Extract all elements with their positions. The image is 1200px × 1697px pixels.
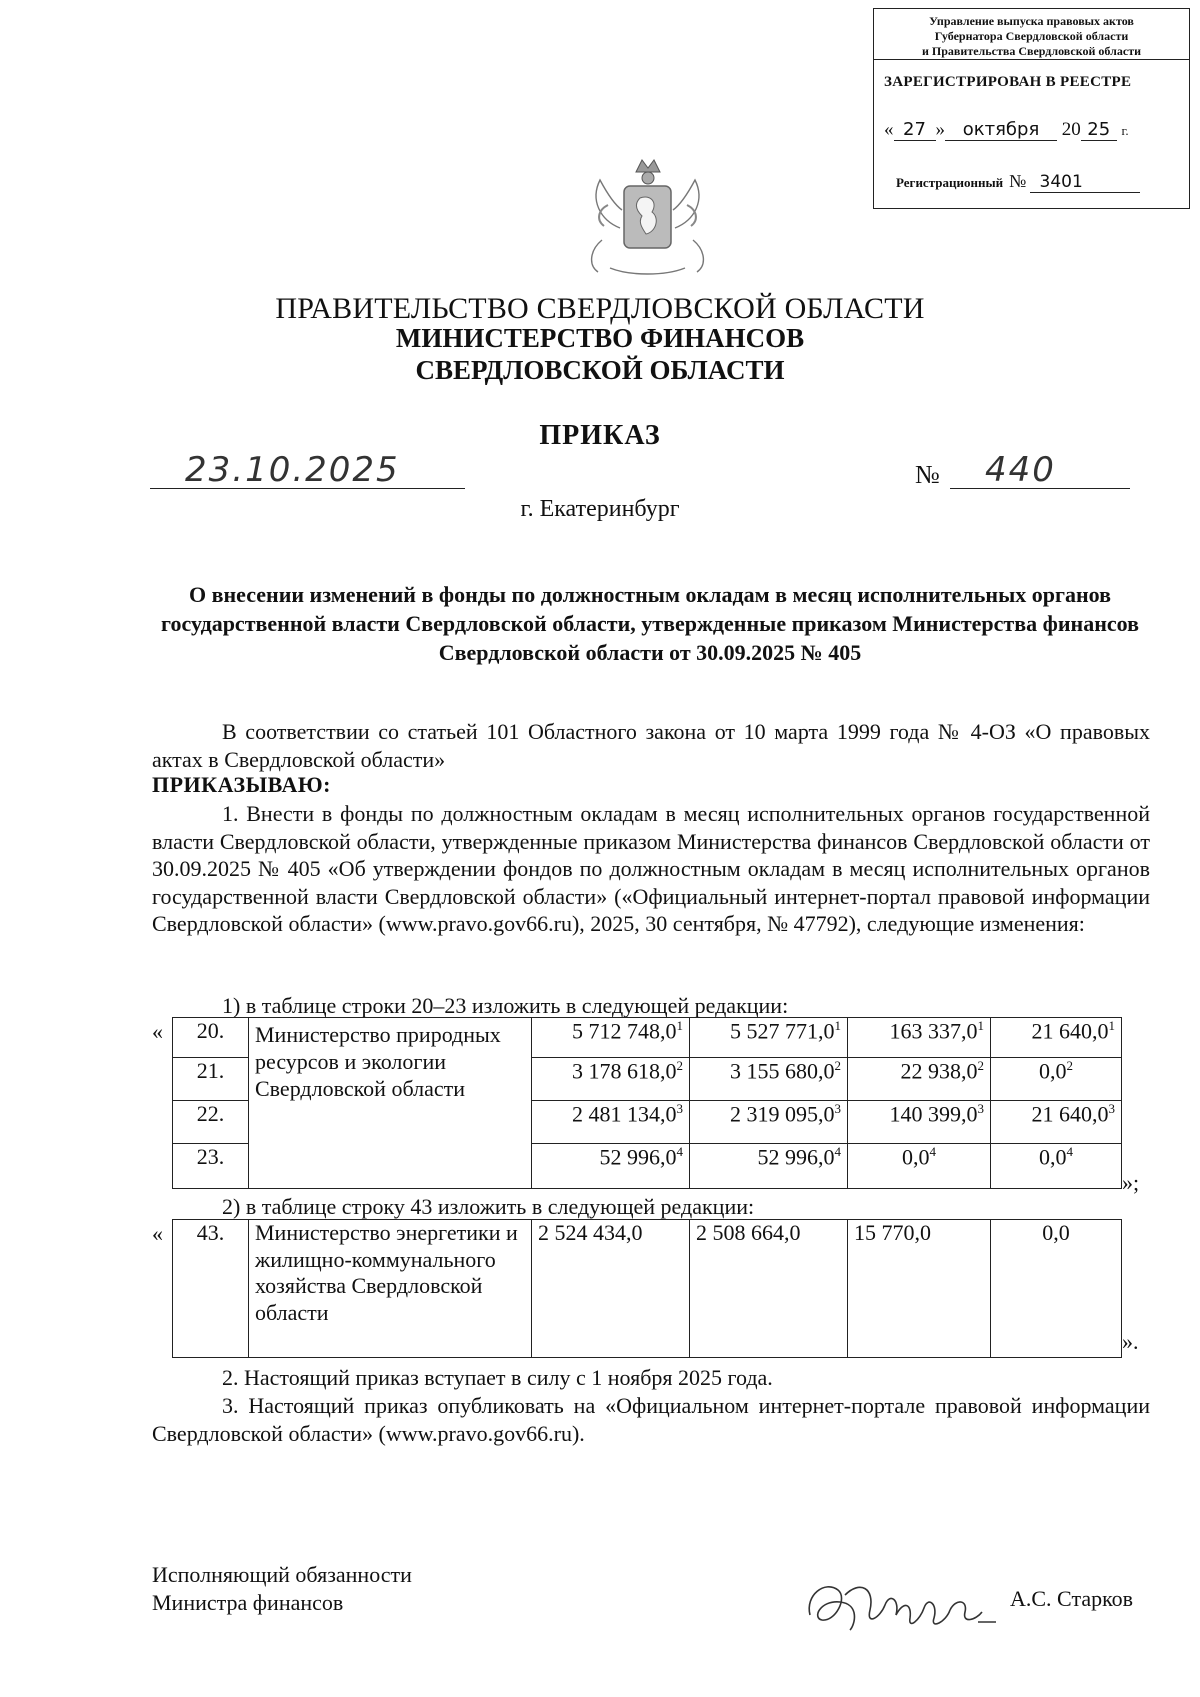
footnote-mark: 1: [676, 1018, 683, 1033]
value-cell: [848, 1058, 991, 1101]
value-cell: [991, 1058, 1122, 1101]
order-word: ПРИКАЗЫВАЮ:: [152, 772, 331, 797]
value-cell: [690, 1101, 848, 1144]
value-cell: 15 770,0: [848, 1220, 991, 1358]
value: 163 337,0: [889, 1018, 978, 1044]
value-cell: [991, 1144, 1122, 1189]
table-row: [173, 1220, 1122, 1358]
value: 2 481 134,0: [572, 1101, 677, 1127]
ministry-title-line1: МИНИСТЕРСТВО ФИНАНСОВ: [395, 323, 805, 353]
value: 0,0: [902, 1144, 930, 1170]
table1-open-quote: «: [152, 1019, 163, 1044]
signatory-role-line: Исполняющий обязанности: [152, 1562, 412, 1587]
stamp-header-line: и Правительства Свердловской области: [922, 44, 1141, 58]
stamp-year-abbr: г.: [1121, 123, 1129, 138]
subitem-1: 1) в таблице строки 20–23 изложить в следующей редакции:: [222, 993, 789, 1018]
org-name-cell: Министерство природных ресурсов и экологии Свердловской области: [249, 1018, 532, 1189]
value-cell: 0,0: [991, 1220, 1122, 1358]
footnote-mark: 4: [929, 1144, 936, 1159]
handwritten-date: 23.10.2025: [185, 450, 400, 490]
footnote-mark: 3: [1108, 1101, 1115, 1116]
government-title: ПРАВИТЕЛЬСТВО СВЕРДЛОВСКОЙ ОБЛАСТИ: [275, 292, 925, 325]
value: 0,0: [1039, 1058, 1067, 1084]
footnote-mark: 1: [834, 1018, 841, 1033]
registration-stamp: [873, 8, 1190, 209]
stamp-year-prefix: 20: [1061, 119, 1081, 140]
stamp-reg-number-row: [896, 171, 1140, 193]
value: 21 640,0: [1031, 1018, 1109, 1044]
stamp-reg-label: Регистрационный: [896, 175, 1004, 190]
value-cell: [690, 1018, 848, 1058]
value: 21 640,0: [1031, 1101, 1109, 1127]
value: 52 996,0: [757, 1144, 835, 1170]
paragraph-1: 1. Внести в фонды по должностным окладам в месяц исполнительных органов государственной власти Свердловской области, утвержденные приказом Министерства финансов Свердловской области от 30.09.2025 № 405 «Об утверждении фондов по должностным окладам в месяц исполнительных органов государственной власти Свердловской области» («Официальный интернет-портал правовой информации Свердловской области» (www.pravo.gov66.ru), 2025, 30 сентября, № 47792), следующие изменения:: [152, 801, 1150, 937]
value-cell: [532, 1144, 690, 1189]
stamp-reg-number: 3401: [1030, 172, 1140, 193]
value-cell: [532, 1018, 690, 1058]
footnote-mark: 3: [977, 1101, 984, 1116]
footnote-mark: 4: [1066, 1144, 1073, 1159]
document-type: ПРИКАЗ: [539, 420, 661, 451]
ministry-title-line2: СВЕРДЛОВСКОЙ ОБЛАСТИ: [415, 355, 785, 385]
footnote-mark: 4: [834, 1144, 841, 1159]
value-cell: 2 524 434,0: [532, 1220, 690, 1358]
signatory-role-line: Министра финансов: [152, 1590, 344, 1615]
table1-close-quote: »;: [1122, 1170, 1140, 1195]
signatory-role: [152, 1561, 412, 1617]
footnote-mark: 1: [1108, 1018, 1115, 1033]
table-row: [173, 1018, 1122, 1058]
value-cell: [848, 1018, 991, 1058]
footnote-mark: 3: [834, 1101, 841, 1116]
stamp-quote-open: «: [884, 119, 894, 140]
value: 2 319 095,0: [730, 1101, 835, 1127]
stamp-quote-close: »: [935, 119, 945, 140]
value: 140 399,0: [889, 1101, 978, 1127]
table2-close-quote: ».: [1122, 1329, 1139, 1354]
paragraph-basis: В соответствии со статьей 101 Областного закона от 10 марта 1999 года № 4-ОЗ «О правовых актах в Свердловской области»: [152, 719, 1150, 772]
document-subject: О внесении изменений в фонды по должностным окладам в месяц исполнительных органов государственной власти Свердловской области, утвержденные приказом Министерства финансов Свердловской области от 30.09.2025 № 405: [161, 582, 1139, 665]
value-cell: [848, 1144, 991, 1189]
value: 22 938,0: [900, 1058, 978, 1084]
paragraph-3: 3. Настоящий приказ опубликовать на «Официальном интернет-портале правовой информации Свердловской области» (www.pravo.gov66.ru).: [152, 1393, 1150, 1446]
stamp-header-line: Губернатора Свердловской области: [934, 29, 1129, 43]
stamp-header: [874, 9, 1189, 60]
table-rows-20-23: [172, 1017, 1122, 1189]
row-number: 23.: [173, 1144, 249, 1189]
stamp-day: 27: [894, 119, 936, 141]
footnote-mark: 2: [977, 1058, 984, 1073]
value: 52 996,0: [599, 1144, 677, 1170]
signatory-name: А.С. Старков: [1010, 1586, 1134, 1611]
footnote-mark: 2: [834, 1058, 841, 1073]
table-row-43: [172, 1219, 1122, 1358]
org-name-cell: Министерство энергетики и жилищно-коммунального хозяйства Свердловской области: [249, 1220, 532, 1358]
row-number: 22.: [173, 1101, 249, 1144]
coat-of-arms-emblem: [560, 150, 735, 280]
value-cell: [848, 1101, 991, 1144]
value-cell: [991, 1018, 1122, 1058]
city: г. Екатеринбург: [520, 496, 680, 522]
value: 5 712 748,0: [572, 1018, 677, 1044]
row-number: 21.: [173, 1058, 249, 1101]
value-cell: [991, 1101, 1122, 1144]
row-number: 43.: [173, 1220, 249, 1358]
footnote-mark: 1: [977, 1018, 984, 1033]
stamp-no-sign: №: [1009, 171, 1027, 191]
paragraph-2: 2. Настоящий приказ вступает в силу с 1 ноября 2025 года.: [222, 1365, 773, 1390]
value-cell: [690, 1144, 848, 1189]
footnote-mark: 2: [676, 1058, 683, 1073]
value-cell: [532, 1058, 690, 1101]
footnote-mark: 2: [1066, 1058, 1073, 1073]
stamp-month: октября: [945, 119, 1057, 141]
value: 3 178 618,0: [572, 1058, 677, 1084]
handwritten-number: 440: [985, 450, 1056, 490]
stamp-registered-label: ЗАРЕГИСТРИРОВАН В РЕЕСТРЕ: [884, 74, 1132, 90]
value: 0,0: [1039, 1144, 1067, 1170]
handwritten-signature: [800, 1560, 1000, 1640]
stamp-date: [884, 119, 1184, 141]
footnote-mark: 3: [676, 1101, 683, 1116]
value: 5 527 771,0: [730, 1018, 835, 1044]
value-cell: [690, 1058, 848, 1101]
value-cell: [532, 1101, 690, 1144]
value: 3 155 680,0: [730, 1058, 835, 1084]
stamp-header-line: Управление выпуска правовых актов: [929, 14, 1134, 28]
stamp-year-suffix: 25: [1081, 119, 1117, 141]
table2-open-quote: «: [152, 1221, 163, 1246]
footnote-mark: 4: [676, 1144, 683, 1159]
subitem-2: 2) в таблице строку 43 изложить в следующей редакции:: [222, 1194, 755, 1219]
value-cell: 2 508 664,0: [690, 1220, 848, 1358]
number-label: №: [915, 460, 940, 489]
row-number: 20.: [173, 1018, 249, 1058]
